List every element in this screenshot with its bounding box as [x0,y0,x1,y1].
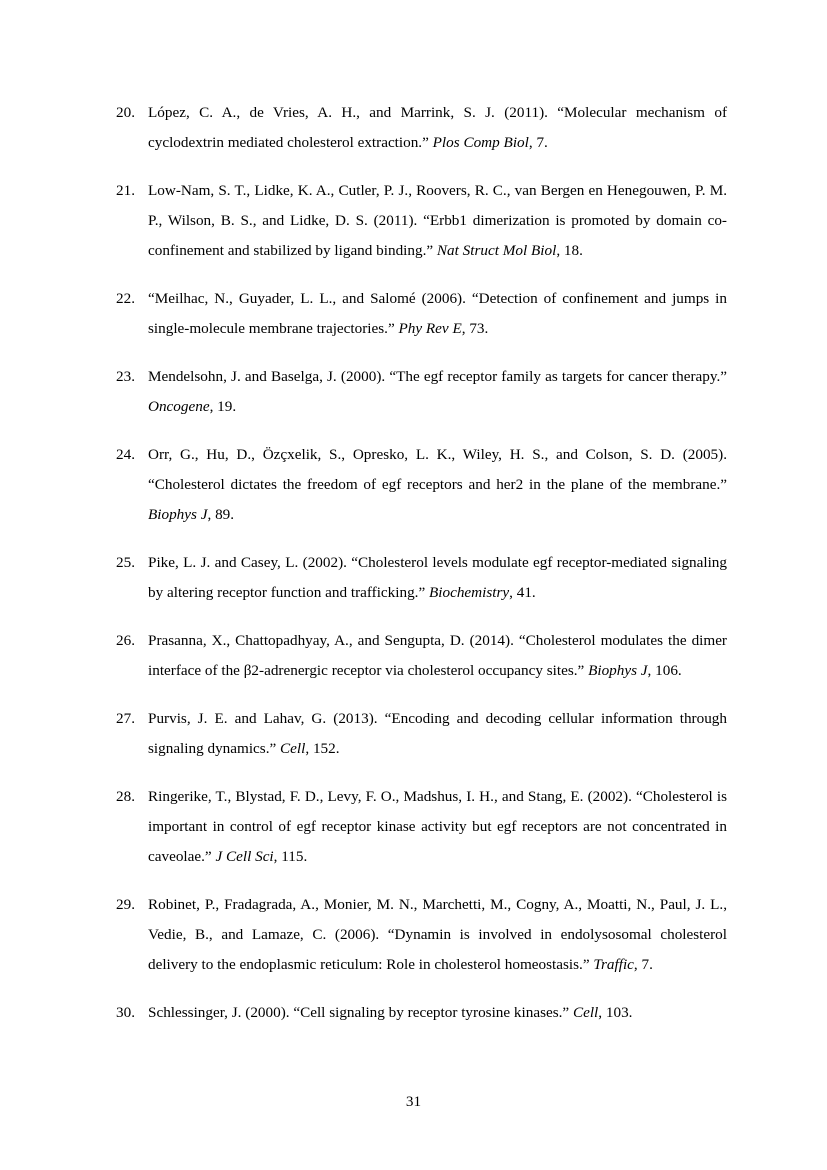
reference-text [148,890,727,980]
journal-name: Biochemistry [429,584,510,601]
reference-body: “Meilhac, N., Guyader, L. L., and Salomé (2006). “Detection of confinement and jumps in single-molecule membrane trajectories.” [148,290,727,337]
reference-body: Robinet, P., Fradagrada, A., Monier, M. N., Marchetti, M., Cogny, A., Moatti, N., Paul, J. L., Vedie, B., and Lamaze, C. (2006). “Dynamin is involved in endolysosomal cholesterol delivery to the endoplasmic reticulum: Role in cholesterol homeostasis.” [148,896,727,973]
reference-number: 24. [116,446,135,463]
reference-entry [116,626,727,686]
reference-entry [116,362,727,422]
reference-entry [116,782,727,872]
reference-body: Pike, L. J. and Casey, L. (2002). “Cholesterol levels modulate egf receptor-mediated signaling by altering receptor function and trafficking.” [148,554,727,601]
reference-entry [116,176,727,266]
volume-number: , 103. [598,1004,633,1021]
journal-name: Biophys J [588,662,648,679]
reference-text [148,98,727,158]
volume-number: , 73. [461,320,489,337]
journal-name: J Cell Sci [215,848,274,865]
volume-number: , 89. [207,506,235,523]
reference-entry [116,704,727,764]
reference-text [148,284,727,344]
journal-name: Traffic [593,956,634,973]
volume-number: , 18. [556,242,583,259]
reference-number: 28. [116,788,135,805]
journal-name: Biophys J [148,506,208,523]
journal-name: Plos Comp Biol [432,134,529,151]
reference-entry [116,548,727,608]
reference-text [148,998,727,1028]
page-number: 31 [405,1093,422,1110]
reference-body: López, C. A., de Vries, A. H., and Marrink, S. J. (2011). “Molecular mechanism of cyclodextrin mediated cholesterol extraction.” [148,104,727,151]
volume-number: , 152. [305,740,340,757]
reference-text [148,362,727,422]
reference-text [148,440,727,530]
reference-entry [116,998,727,1028]
reference-body: Schlessinger, J. (2000). “Cell signaling by receptor tyrosine kinases.” [148,1004,573,1021]
reference-text [148,548,727,608]
reference-entry [116,890,727,980]
volume-number: , 106. [647,662,682,679]
reference-number: 22. [116,290,135,307]
reference-number: 29. [116,896,135,913]
journal-name: Cell [572,1004,599,1021]
journal-name: Cell [280,740,306,757]
volume-number: , 7. [528,134,548,151]
reference-number: 27. [116,710,135,727]
reference-number: 23. [116,368,135,385]
journal-name: Oncogene [148,398,210,415]
reference-body: Purvis, J. E. and Lahav, G. (2013). “Encoding and decoding cellular information through signaling dynamics.” [148,710,727,757]
reference-body: Low-Nam, S. T., Lidke, K. A., Cutler, P. J., Roovers, R. C., van Bergen en Henegouwen, P. M. P., Wilson, B. S., and Lidke, D. S. (2011). “Erbb1 dimerization is promoted by domain co-confinement and stabilized by ligand binding.” [148,182,727,259]
reference-body: Prasanna, X., Chattopadhyay, A., and Sengupta, D. (2014). “Cholesterol modulates the dimer interface of the β2-adrenergic receptor via cholesterol occupancy sites.” [148,632,727,679]
reference-number: 30. [116,1004,135,1021]
reference-number: 25. [116,554,135,571]
journal-name: Phy Rev E [398,320,462,337]
reference-body: Ringerike, T., Blystad, F. D., Levy, F. O., Madshus, I. H., and Stang, E. (2002). “Cholesterol is important in control of egf receptor kinase activity but egf receptors are not concentrated in caveolae.” [148,788,727,865]
reference-text [148,782,727,872]
reference-number: 20. [116,104,135,121]
reference-number: 21. [116,182,135,199]
volume-number: , 7. [633,956,653,973]
reference-text [148,626,727,686]
reference-body: Orr, G., Hu, D., Özçxelik, S., Opresko, L. K., Wiley, H. S., and Colson, S. D. (2005). “Cholesterol dictates the freedom of egf receptors and her2 in the plane of the membrane.” [148,446,727,493]
reference-entry [116,284,727,344]
reference-number: 26. [116,632,135,649]
bibliography-list [116,98,727,1028]
reference-text [148,704,727,764]
reference-entry [116,98,727,158]
journal-name: Nat Struct Mol Biol [436,242,557,259]
volume-number: , 115. [273,848,308,865]
reference-text [148,176,727,266]
reference-body: Mendelsohn, J. and Baselga, J. (2000). “The egf receptor family as targets for cancer therapy.” [148,368,727,385]
reference-entry [116,440,727,530]
volume-number: , 19. [209,398,237,415]
volume-number: , 41. [509,584,536,601]
